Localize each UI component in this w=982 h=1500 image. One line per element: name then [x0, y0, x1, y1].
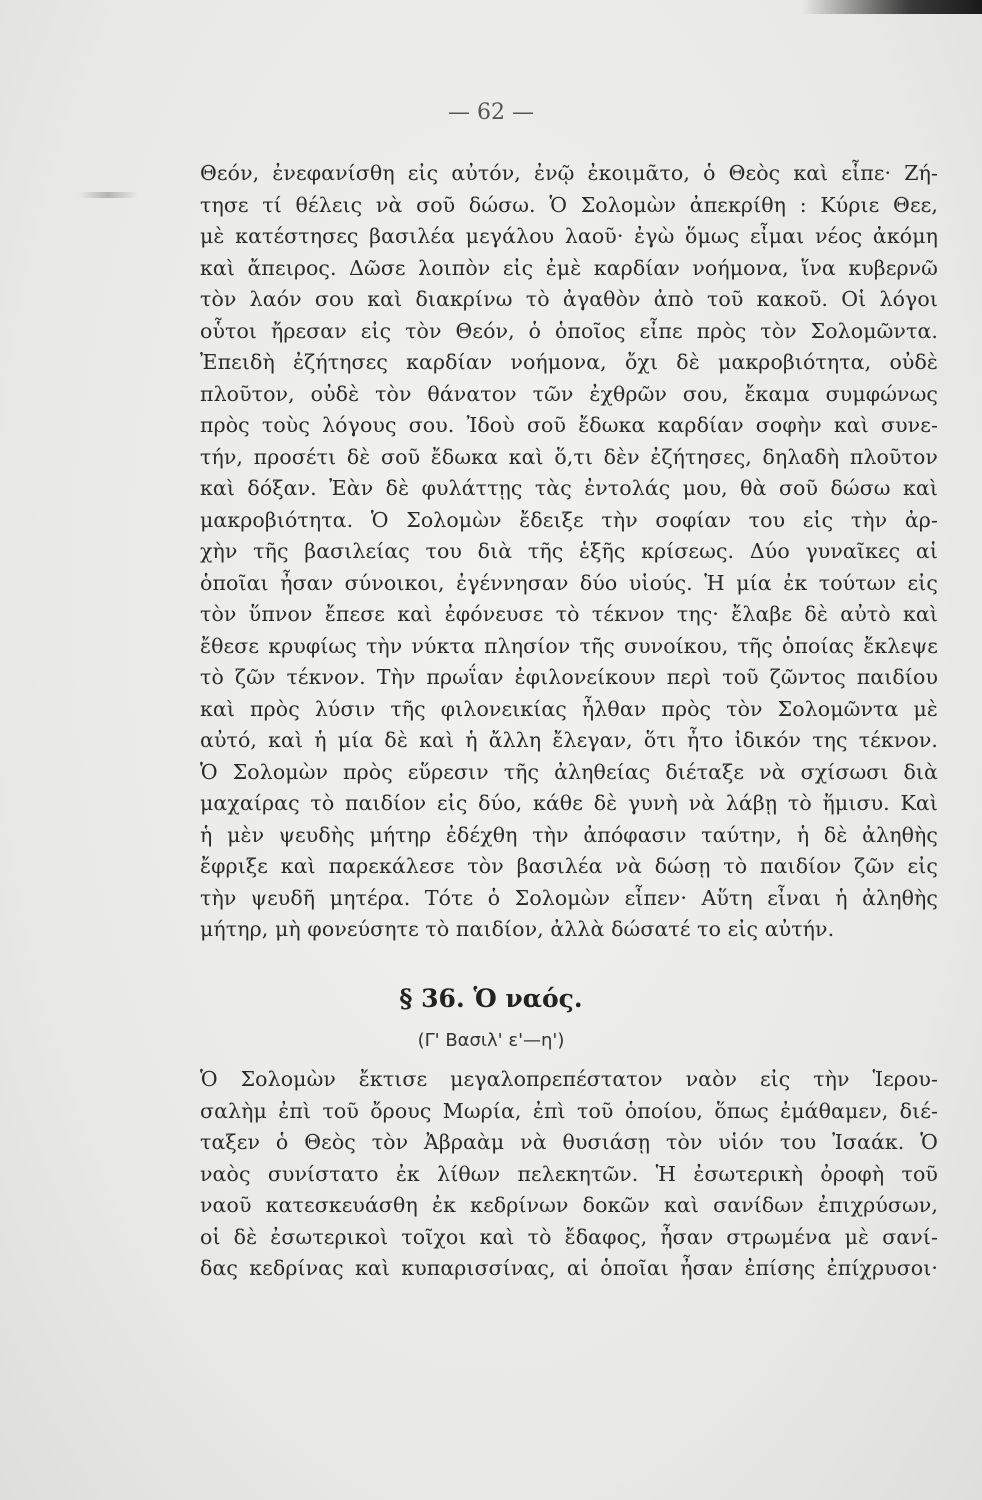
text-line: πρὸς τοὺς λόγους σου. Ἰδοὺ σοῦ ἔδωκα καρδίαν σοφὴν καὶ συνε- — [200, 413, 938, 437]
lower-paragraph — [200, 1064, 938, 1285]
section-heading: § 36. Ὁ ναός. — [399, 984, 583, 1013]
text-line: οἱ δὲ ἐσωτερικοὶ τοῖχοι καὶ τὸ ἔδαφος, ἦσαν στρωμένα μὲ σανί- — [200, 1224, 938, 1249]
scan-shadow-corner — [802, 0, 982, 14]
upper-paragraph — [200, 158, 938, 946]
text-line: δας κεδρίνας καὶ κυπαρισσίνας, αἱ ὁποῖαι ἦσαν ἐπίσης ἐπίχρυσοι· — [200, 1256, 938, 1280]
text-line: καὶ πρὸς λύσιν τῆς φιλονεικίας ἦλθαν πρὸς τὸν Σολομῶντα μὲ — [200, 696, 938, 721]
text-line: τὸν ὕπνον ἔπεσε καὶ ἐφόνευσε τὸ τέκνον της· ἔλαβε δὲ αὐτὸ καὶ — [200, 602, 938, 626]
text-line: τήν, προσέτι δὲ σοῦ ἔδωκα καὶ ὅ,τι δὲν ἐζήτησες, δηλαδὴ πλοῦτον — [200, 444, 938, 469]
text-line: Ὁ Σολομὼν ἔκτισε μεγαλοπρεπέστατον ναὸν εἰς τὴν Ἱερου- — [200, 1067, 938, 1091]
text-line: ταξεν ὁ Θεὸς τὸν Ἀβραὰμ νὰ θυσιάσῃ τὸν υἱόν του Ἰσαάκ. Ὁ — [200, 1130, 938, 1154]
text-line: ἔθεσε κρυφίως τὴν νύκτα πλησίον τῆς συνοίκου, τῆς ὁποίας ἔκλεψε — [200, 633, 938, 658]
text-line: ναὸς συνίστατο ἐκ λίθων πελεκητῶν. Ἡ ἐσωτερικὴ ὀροφὴ τοῦ — [200, 1161, 938, 1186]
text-line: πλοῦτον, οὐδὲ τὸν θάνατον τῶν ἐχθρῶν σου, ἔκαμα συμφώνως — [200, 381, 938, 406]
text-line: καὶ δόξαν. Ἐὰν δὲ φυλάττῃς τὰς ἐντολάς μου, θὰ σοῦ δώσω καὶ — [200, 476, 938, 500]
text-line: μακροβιότητα. Ὁ Σολομὼν ἔδειξε τὴν σοφίαν του εἰς τὴν ἀρ- — [200, 507, 938, 532]
page-number: — 62 — — [448, 100, 534, 125]
text-line: οὗτοι ἤρεσαν εἰς τὸν Θεόν, ὁ ὁποῖος εἶπε πρὸς τὸν Σολομῶντα. — [200, 318, 938, 343]
text-line: Θεόν, ἐνεφανίσθη εἰς αὐτόν, ἐνῷ ἐκοιμᾶτο, ὁ Θεὸς καὶ εἶπε· Ζή- — [200, 161, 938, 185]
text-line: τὴν ψευδῆ μητέρα. Τότε ὁ Σολομὼν εἶπεν· Αὕτη εἶναι ἡ ἀληθὴς — [200, 885, 938, 910]
text-line: Ὁ Σολομὼν πρὸς εὕρεσιν τῆς ἀληθείας διέταξε νὰ σχίσωσι διὰ — [200, 759, 938, 784]
text-line: ὁποῖαι ἦσαν σύνοικοι, ἐγέννησαν δύο υἱούς. Ἡ μία ἐκ τούτων εἰς — [200, 570, 938, 595]
scan-smudge — [78, 192, 138, 198]
text-line: σαλὴμ ἐπὶ τοῦ ὄρους Μωρία, ἐπὶ τοῦ ὁποίου, ὅπως ἐμάθαμεν, διέ- — [200, 1098, 938, 1123]
text-line: χὴν τῆς βασιλείας του διὰ τῆς ἑξῆς κρίσεως. Δύο γυναῖκες αἱ — [200, 539, 938, 563]
text-line: μήτηρ, μὴ φονεύσητε τὸ παιδίον, ἀλλὰ δώσατέ το εἰς αὐτήν. — [200, 917, 835, 941]
text-line: καὶ ἄπειρος. Δῶσε λοιπὸν εἰς ἐμὲ καρδίαν νοήμονα, ἵνα κυβερνῶ — [200, 255, 938, 280]
text-line: τὸ ζῶν τέκνον. Τὴν πρωΐαν ἐφιλονείκουν περὶ τοῦ ζῶντος παιδίου — [200, 665, 938, 689]
text-line: τὸν λαόν σου καὶ διακρίνω τὸ ἀγαθὸν ἀπὸ τοῦ κακοῦ. Οἱ λόγοι — [200, 287, 938, 311]
text-line: τησε τί θέλεις νὰ σοῦ δώσω. Ὁ Σολομὼν ἀπεκρίθη : Κύριε Θεε, — [200, 192, 938, 217]
text-line: ναοῦ κατεσκευάσθη ἐκ κεδρίνων δοκῶν καὶ σανίδων ἐπιχρύσων, — [200, 1193, 938, 1217]
text-line: ἡ μὲν ψευδὴς μήτηρ ἐδέχθη τὴν ἀπόφασιν ταύτην, ἡ δὲ ἀληθὴς — [200, 822, 938, 847]
text-line: αὐτό, καὶ ἡ μία δὲ καὶ ἡ ἄλλη ἔλεγαν, ὅτι ἦτο ἰδικόν της τέκνον. — [200, 728, 938, 752]
text-line: ἔφριξε καὶ παρεκάλεσε τὸν βασιλέα νὰ δώσῃ τὸ παιδίον ζῶν εἰς — [200, 854, 938, 878]
text-line: μαχαίρας τὸ παιδίον εἰς δύο, κάθε δὲ γυνὴ νὰ λάβῃ τὸ ἥμισυ. Καὶ — [200, 791, 938, 815]
text-line: Ἐπειδὴ ἐζήτησες καρδίαν νοήμονα, ὄχι δὲ μακροβιότητα, οὐδὲ — [200, 350, 938, 374]
text-line: μὲ κατέστησες βασιλέα μεγάλου λαοῦ· ἐγὼ ὅμως εἶμαι νέος ἀκόμη — [200, 224, 938, 248]
section-reference: (Γ' Βασιλ' ε'—η') — [417, 1030, 565, 1051]
